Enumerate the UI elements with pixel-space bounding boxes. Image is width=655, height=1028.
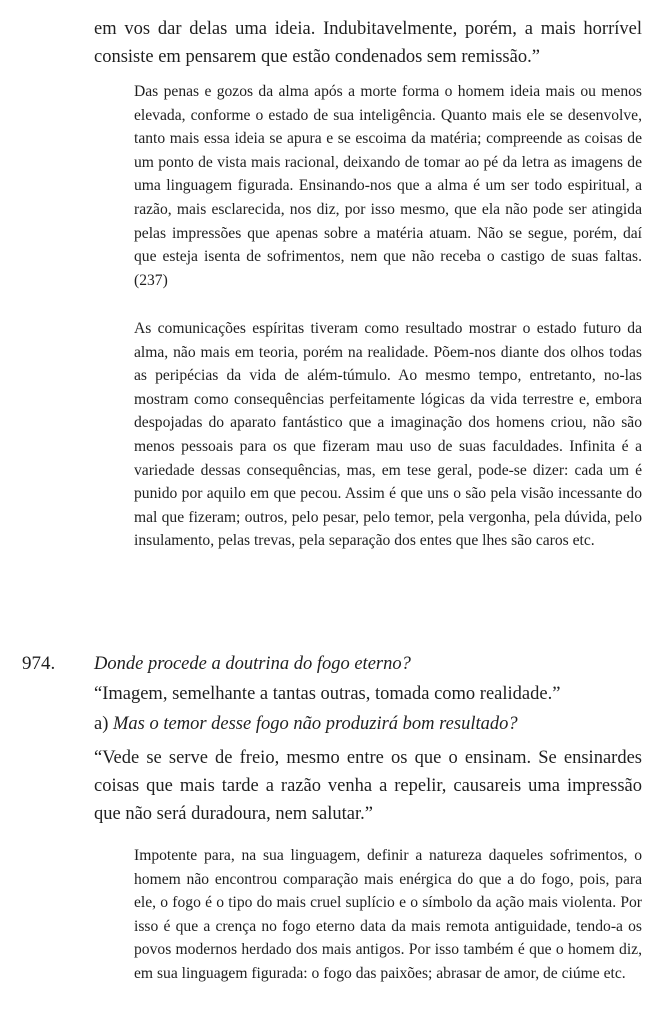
question-text: Donde procede a doutrina do fogo eterno?	[94, 654, 411, 674]
question-number: 974.	[22, 653, 56, 674]
intro-quote-paragraph: em vos dar delas uma ideia. Indubitavelmente, porém, a mais horrível consiste em pensarem que estão condenados sem remissão.”	[94, 19, 642, 67]
answer-text: “Imagem, semelhante a tantas outras, tomada como realidade.”	[94, 684, 561, 704]
commentary-paragraph-1: Das penas e gozos da alma após a morte forma o homem ideia mais ou menos elevada, conforme o estado de sua inteligência. Quanto mais ele se desenvolve, tanto mais essa ideia se apura e se escoima da matéria; compreende as coisas de um ponto de vista mais racional, deixando de tomar ao pé da letra as imagens de uma linguagem figurada. Ensinando-nos que a alma é um ser todo espiritual, a razão, mais esclarecida, nos diz, por isso mesmo, que ela não pode ser atingida pelas impressões que apenas sobre a matéria atuam. Não se segue, porém, daí que esteja isenta de sofrimentos, nem que não receba o castigo de suas faltas. (237)	[134, 83, 642, 289]
sub-question	[94, 710, 642, 738]
commentary-paragraph-3: Impotente para, na sua linguagem, definir a natureza daqueles sofrimentos, o homem não encontrou comparação mais enérgica do que a do fogo, pois, para ele, o fogo é o tipo do mais cruel suplício e o símbolo da ação mais violenta. Por isso é que a crença no fogo eterno data da mais remota antiguidade, tendo-a os povos modernos herdado dos mais antigos. Por isso também é que o homem diz, em sua linguagem figurada: o fogo das paixões; abrasar de amor, de ciúme etc.	[134, 847, 642, 982]
commentary-paragraph-2: As comunicações espíritas tiveram como resultado mostrar o estado futuro da alma, não mais em teoria, porém na realidade. Põem-nos diante dos olhos todas as peripécias da vida de além-túmulo. Ao mesmo tempo, entretanto, no-las mostram como consequências perfeitamente lógicas da vida terrestre e, embora despojadas do aparato fantástico que a imaginação dos homens criou, não são menos pessoais para os que fizeram mau uso de suas faculdades. Infinita é a variedade dessas consequências, mas, em tese geral, pode-se dizer: cada um é punido por aquilo em que pecou. Assim é que uns o são pela visão incessante do mal que fizeram; outros, pelo pesar, pelo temor, pela vergonha, pela dúvida, pelo insulamento, pelas trevas, pela separação dos entes que lhes são caros etc.	[134, 320, 642, 550]
sub-question-letter: a)	[94, 714, 109, 734]
sub-answer-text: “Vede se serve de freio, mesmo entre os que o ensinam. Se ensinardes coisas que mais tarde a razão venha a repelir, causareis uma impressão que não será duradoura, nem salutar.”	[94, 748, 642, 824]
sub-question-text: Mas o temor desse fogo não produzirá bom resultado?	[113, 714, 518, 734]
